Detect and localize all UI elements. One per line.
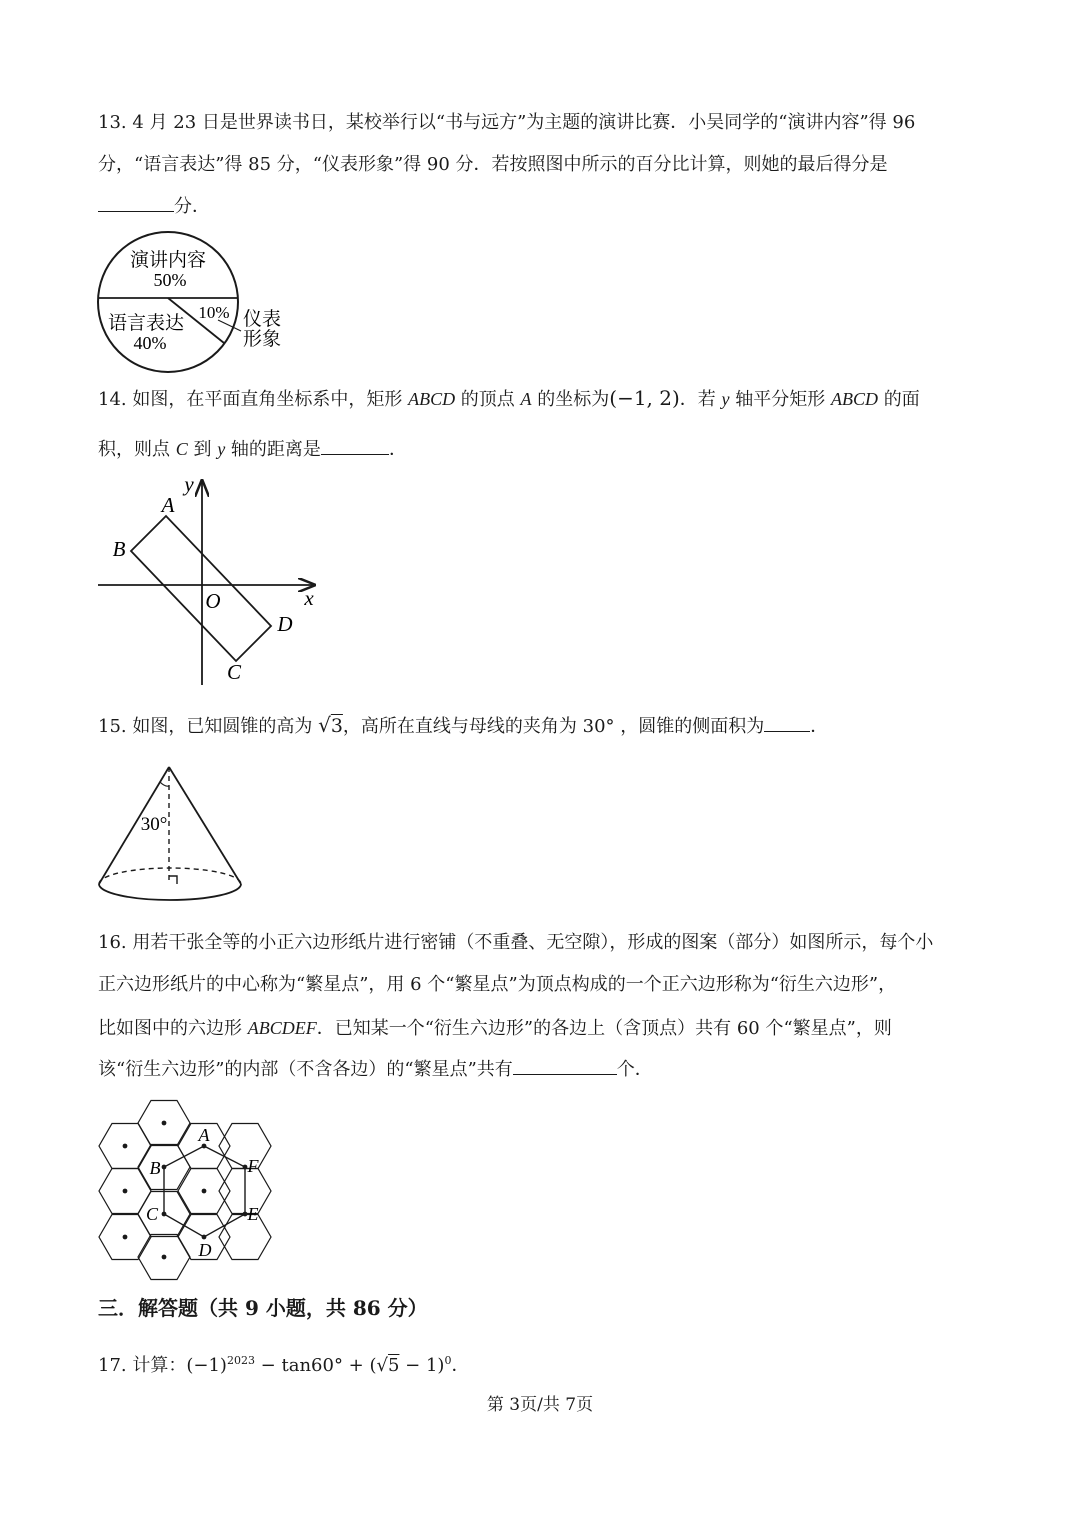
q14-text: 14. 如图，在平面直角坐标系中，矩形 xyxy=(98,389,409,410)
q14-text: 的面 xyxy=(877,389,920,410)
rectangle-abcd xyxy=(131,516,271,661)
q14-text: 轴平分矩形 xyxy=(729,389,831,410)
q14-text: 到 xyxy=(187,439,218,460)
rect-name: ABCD xyxy=(830,389,878,409)
q14-text: ． xyxy=(388,439,407,460)
right-angle-mark xyxy=(169,876,177,884)
pie-lang-label: 语言表达 xyxy=(107,313,185,334)
sqrt-symbol: √ xyxy=(376,1355,388,1376)
coordinate-figure xyxy=(96,472,326,688)
q17-sqrt-number: 5 xyxy=(387,1355,400,1376)
hex-label-e: E xyxy=(247,1204,259,1224)
section-text: 分） xyxy=(380,1296,428,1320)
q17-end: ． xyxy=(451,1355,470,1376)
q17-line xyxy=(98,1340,988,1387)
q15-text: ，高所在直线与母线的夹角为 30° ，圆锥的侧面积为 xyxy=(342,716,765,737)
hex-label-d: D xyxy=(198,1240,212,1260)
q15-text: 15. 如图，已知圆锥的高为 xyxy=(98,716,319,737)
rect-name: ABCD xyxy=(408,389,456,409)
q16-line3 xyxy=(98,1007,988,1050)
axis-y: y xyxy=(721,389,730,409)
q17-exponent: 2023 xyxy=(226,1354,255,1367)
answer-blank-16[interactable] xyxy=(513,1054,617,1075)
pie-content-label: 演讲内容 xyxy=(129,250,207,271)
pie-chart-figure xyxy=(96,236,296,376)
sqrt-number: 3 xyxy=(330,715,343,737)
pie-image-label-1: 仪表 xyxy=(242,309,282,330)
hex-cell xyxy=(219,1214,271,1259)
star-point xyxy=(123,1189,128,1194)
hex-cell xyxy=(219,1123,271,1168)
hexagon-name: ABCDEF xyxy=(247,1018,317,1038)
q13-line3 xyxy=(98,186,988,228)
answer-blank-14[interactable] xyxy=(321,434,389,455)
q14-text: 的顶点 xyxy=(455,389,521,410)
q17-term: (−1) xyxy=(186,1355,227,1376)
q14-text: ．若 xyxy=(679,389,722,410)
star-point xyxy=(123,1144,128,1149)
q14-line1 xyxy=(98,377,988,421)
point-a: A xyxy=(520,389,532,409)
q17-label: 17. 计算： xyxy=(98,1355,187,1376)
coordinate: (−1, 2) xyxy=(609,386,680,410)
q14-text: 积，则点 xyxy=(98,439,176,460)
hexagon-tiling-figure xyxy=(96,1098,276,1284)
q13-line2: 分，“语言表达”得 85 分，“仪表形象”得 90 分．若按照图中所示的百分比计算，则她的最后得分是 xyxy=(98,154,888,175)
point-c: C xyxy=(175,439,188,459)
q16-line2: 正六边形纸片的中心称为“繁星点”，用 6 个“繁星点”为顶点构成的一个正六边形称为“衍生六边形”， xyxy=(98,974,897,995)
q14-text: 的坐标为 xyxy=(531,389,610,410)
angle-arc xyxy=(160,782,169,786)
q17-exponent: 0 xyxy=(444,1354,452,1367)
cone-right-slant xyxy=(169,767,241,884)
label-a: A xyxy=(161,493,175,517)
q16-line1: 16. 用若干张全等的小正六边形纸片进行密铺（不重叠、无空隙），形成的图案（部分）如图所示，每个小 xyxy=(98,932,934,953)
section-points: 86 xyxy=(352,1296,381,1320)
axis-y: y xyxy=(217,439,226,459)
hex-label-a: A xyxy=(198,1125,210,1145)
label-x: x xyxy=(304,586,314,610)
answer-blank-13[interactable] xyxy=(98,191,174,212)
q16-text: 个． xyxy=(616,1059,653,1080)
q13-line1: 13. 4 月 23 日是世界读书日，某校举行以“书与远方”为主题的演讲比赛．小吴同学的“演讲内容”得 96 xyxy=(98,112,916,133)
cone-figure xyxy=(96,762,246,902)
section-count: 9 xyxy=(244,1296,259,1320)
label-c: C xyxy=(226,660,242,684)
q13-suffix: 分． xyxy=(174,196,210,217)
star-point xyxy=(202,1189,207,1194)
q15-line1 xyxy=(98,704,988,748)
q17-term: − tan60° + ( xyxy=(254,1355,377,1376)
pie-content-pct: 50% xyxy=(153,270,187,290)
pie-image-label-2: 形象 xyxy=(242,329,282,350)
section-text: 小题，共 xyxy=(258,1296,353,1320)
section-heading xyxy=(98,1292,428,1321)
q16-text: 比如图中的六边形 xyxy=(98,1018,248,1039)
label-y: y xyxy=(184,472,194,496)
label-b: B xyxy=(112,537,126,561)
star-point xyxy=(162,1121,167,1126)
q14-text: 轴的距离是 xyxy=(225,439,321,460)
pie-lang-pct: 40% xyxy=(133,333,167,353)
sqrt-symbol: √ xyxy=(318,713,331,737)
star-point xyxy=(162,1255,167,1260)
page-footer: 第 3页/共 7页 xyxy=(486,1395,594,1415)
section-text: 三．解答题（共 xyxy=(98,1296,245,1320)
answer-blank-15[interactable] xyxy=(764,711,810,732)
label-d: D xyxy=(277,612,293,636)
q14-line2 xyxy=(98,428,988,471)
q16-line4 xyxy=(98,1049,988,1091)
pie-image-pct: 10% xyxy=(198,303,230,322)
hex-label-c: C xyxy=(145,1204,159,1224)
q16-text: ．已知某一个“衍生六边形”的各边上（含顶点）共有 60 个“繁星点”，则 xyxy=(316,1018,892,1039)
cone-base-front xyxy=(99,884,241,900)
angle-label: 30° xyxy=(140,814,168,835)
hex-label-b: B xyxy=(149,1158,161,1178)
q16-text: 该“衍生六边形”的内部（不含各边）的“繁星点”共有 xyxy=(98,1059,513,1080)
q15-text: ． xyxy=(810,716,829,737)
hex-label-f: F xyxy=(247,1156,259,1176)
q17-term: − 1) xyxy=(399,1355,445,1376)
star-point xyxy=(123,1235,128,1240)
label-origin: O xyxy=(205,589,221,613)
